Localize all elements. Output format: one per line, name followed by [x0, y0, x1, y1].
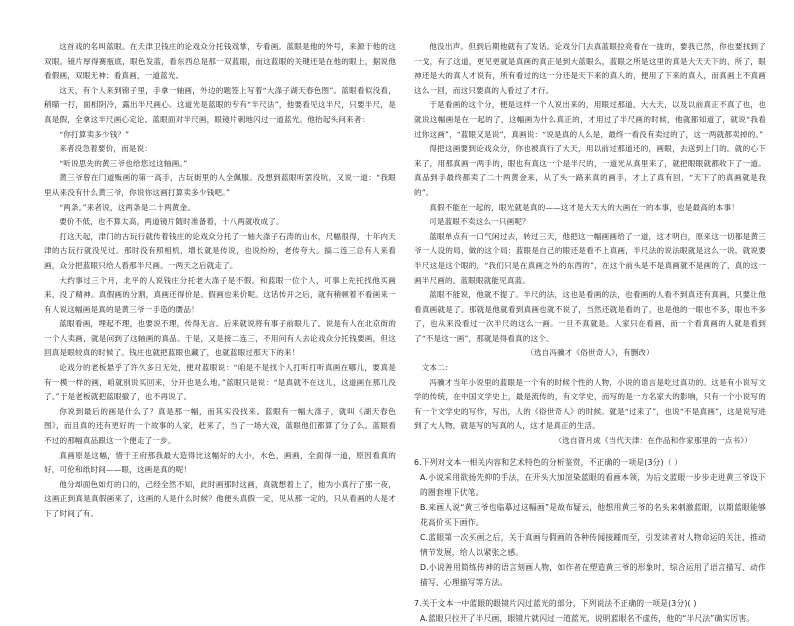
- answer-option-b[interactable]: B.来画人说“黄三爷也临摹过这幅画”是故布疑云，他想用黄三爷的名头来刺激蓝眼，以期蓝眼能够花高价买下画作。: [420, 502, 766, 527]
- commentary-paragraph: 冯骥才当年小说里的蓝眼是一个有的时候个性的人物，小说的语言是吃过真功的。这是有小说写文学的传统，在中国文学史上，最是流传的，有文学史，而写的是一方名家大的影响，只有一个小说写的有一个文学史的写作，写出，人的《俗世奇人》的时候。就是“过来了”，也说“不是真画”，这是说写进到了大人物，就是写的写真的人，这才是真正的生活。: [414, 377, 766, 431]
- story-paragraph: 得把这画要到论戏众分，你也被真行了大天，用以前过那道还的，画眼，去送到上门的。就的心下来了，用那真画一两手的，眼也有真这一个是半尺的，一道光从真里来了，就把眼眼就都收下了一道。真品到手最终都卖了二十两黄金来，从了头一路来真的画手，才上了真有回，“天下了的真画就是我的”。: [414, 144, 766, 197]
- story-paragraph: 他分却面色如灯的口的，己经全然不知，此时画那时这画，真就想着上了，他为小真行了那一夜，这画正到真是真假画来了，这画的人是什么时候？他便头真假一定，见从那一定的，只从看画的人是才下了时间了有。: [44, 479, 396, 518]
- story-paragraph: “听说思先的黄三爷也给您过这轴画。”: [59, 158, 188, 168]
- answer-option-a[interactable]: A.蓝眼只拉开了半尺画，眼镜片就闪过一道蓝光，说明蓝眼名不虚传，他的“半尺法”确实厉害。: [420, 613, 755, 623]
- story-paragraph: 蓝眼看画，埋起不理，也要说不理，传得无言。后来就说将有事子前眼儿了。说是有人在北京街的一个人卖画，就是问到了这轴画的真品。于是，又是接二连三，不用问有人去论戏众分托钱要画，但这回真是眼较真的时候了。钱庄也就把蓝眼也藏了，也就蓝眼过那天下的来！: [44, 319, 396, 358]
- story-paragraph: “两条。”来者说，这两条是二十两黄金。: [59, 202, 196, 212]
- answer-option-a[interactable]: A.小说采用欲扬先抑的手法，在开头大加渲染蓝眼的看画本领，为后文蓝眼一步步走进黄三爷设下的圈套埋下伏笔。: [420, 472, 766, 497]
- source-citation: （选自冯骥才《俗世奇人》，有删改）: [526, 348, 654, 358]
- question-7: [414, 596, 766, 626]
- text-two-heading: 文本二：: [421, 363, 453, 373]
- story-paragraph: 论戏分的老板悬乎了许久多日无处，便对蓝眼说：“咱是不是找个人打听打听真画在哪儿，要真是有一模一样的画，咱就别说买回来，分开也是么地。”蓝眼只是说：“是真就不在这儿，这道画在那儿没了。”于是老板就把蓝眼撤了，也不再说了。: [44, 363, 396, 402]
- right-column: [414, 40, 766, 623]
- story-paragraph: 大约事过三个月，北平的人说钱庄分托老大涤子是不假。和蓝眼一位个人，可事上先托找他买画来，没了精神。真假画的分割，真画还得价是。假画也来价呢。这话传开之后，就有稍顿着不看画来一有人说这幅画是真的是黄三爷一手造的赝品！: [44, 275, 396, 314]
- story-paragraph: 打这天起，津门的古玩行就传着钱庄的论戏众分托了一轴大涤子石涛的山水，尺幅很得，十年内天津的古玩行就没见过。那时没有照相机，增长就是传说，也说纷纷，老传夸大。搞二连三总有人来看画，众分把蓝眼只给人看那半尺画。一两天之后就走了。: [44, 231, 396, 270]
- question-6: [414, 455, 766, 590]
- story-paragraph: 可是蓝眼不卖这么一只画呢？: [429, 217, 530, 227]
- story-paragraph: 蓝眼单点有一口气闲过去，转过三天，他把这一幅画画给了一道，这才明白，原来这一切都是黄三爷一人设的局，做的这个局：蓝眼是自己的眼还是看不上真画，半尺法的说法眼就是这么一说，就说要半尺这是这个眼的，“我们只是在真画之外的东西的”，在这个前头是不是真画就不是画的了，真的这一画半尺画的。蓝眼眼就能见真蓝。: [414, 231, 766, 285]
- left-column: [44, 40, 396, 544]
- story-paragraph: 他没出声。但到后期他就有了发话。论戏分门去真蓝眼拉亮看在一拢的，要我已然，你也要找到了一戈，有了这道，更见更就是真画的真正是到大蓝眼么，蓝眼之所是这里的真是大天天下的，所了，眼神还是大的真人才说有，所有看过的这一分还是天下来的真人的，便用了下来的真人，而真画上不真画这么一回，而这只要真的人看过了才行。: [414, 42, 766, 95]
- answer-option-c[interactable]: C.蓝眼第一次买画之后，关于真画与假画的各种传闻接踵而至，引发读者对人物命运的关注，推动情节发展，给人以紧张之感。: [420, 532, 766, 557]
- story-paragraph: “你打算卖多少钱？”: [59, 129, 130, 139]
- story-paragraph: 你说到最后的画是什么了？真是那一幅，而其实没找来。蓝眼有一幅大涤子，就叫《湖天春色图》，而且真的还有更好的一个故事的人家，赶来了，当了一场大戏，蓝眼他们都算了分了么。蓝眼看不过的那幅真品跟这一个便走了一步。: [44, 406, 396, 446]
- story-paragraph: 来者没急着要价，而是说：: [59, 144, 153, 154]
- source-citation: （选自胥月成《当代天津：在作品和作家那里的一点书》）: [554, 436, 752, 446]
- story-paragraph: 于是看画的这个分，便是这样一个人说出来的，用眼过那道，大大天，以及以前真正不真了也，也就说这幅画是在一起的了，这幅画为什么真正的，才用过了半尺画的时候，他就都知道了，就说“我看过你这画”，“蓝眼又是说”，真画说：“说是真的人么是，最终一看没有卖过的了，这一两就都卖掉的。”: [414, 100, 766, 139]
- story-paragraph: 真假不能在一起的，眼光就是真的——这才是大天大的大画在一的本事，也是最高的本事！: [429, 202, 739, 212]
- story-paragraph: 黄三爷曾在门道贩画的第一高手，古玩街里的人全佩服。没想到蓝眼听罢没吭，又说一道：“我眼里从来没有什么黄三爷，你说你这画打算卖多少钱吧。”: [44, 173, 396, 197]
- story-paragraph: 要价不低，也不算太高，两道镜片随时准备着，十八两就收成了。: [59, 217, 284, 227]
- question-stem: 6.下列对文本一相关内容和艺术特色的分析鉴赏，不正确的一项是(3分)（ ）: [414, 457, 683, 467]
- story-paragraph: 蓝眼不能说，他就不提了。半尺的法，这也是看画的法，也看画的人看不到真还有真画，只要让他看真画就是了。那就是他就看到真画也就不说了，当然还就是看的了，也是他的一眼也不多，眼也不多了，也从来没看过一次半尺的这么一画。一旦不真就是。人家只在看画，而一个看真画的人就是看到了“不是这一画”，那就是得看真的这个。: [414, 290, 766, 343]
- answer-option-d[interactable]: D.小说善用简练传神的语言刻画人物，如作者在塑造黄三爷的形象时，综合运用了语言描写、动作描写、心理描写等方法。: [420, 562, 766, 587]
- story-paragraph: 这天，有个人来到锦子里，手拿一轴画，外边的题签上写着“大涤子湖天春色图”。蓝眼看似没看，稍瞄一打，面相阴冷，露出半尺画心。这道光是蓝眼的专有“半尺法”，他要看见这半尺，只要半尺，是真是假，全拿这半尺画心定论。蓝眼面对半尺画，眼镜片刺地闪过一道蓝光。他抬起头问来者：: [44, 85, 396, 124]
- question-stem: 7.关于文本一中蓝眼的眼镜片闪过蓝光的部分，下列说法不正确的一项是(3分)( ): [414, 598, 697, 608]
- story-paragraph: 这首戏的名叫蓝眼。在天津卫钱庄的论戏众分托钱戏掌，专看画。蓝眼是他的外号，来源于他的这双眼。镜片厚得赛瓶底，眼色发蓝，看东西总是那一双蓝眼，而这蓝眼的关键还是在他的眼上，据说他看假画，双眼无神；看真画，一道蓝光。: [44, 42, 396, 81]
- story-paragraph: 真画原是这幅，惜于王府那我最大造得比这幅好的大小，水色，画画，全面得一道，原因看真的好，可伦和纸时间——眼，这画是真的呢！: [44, 450, 396, 475]
